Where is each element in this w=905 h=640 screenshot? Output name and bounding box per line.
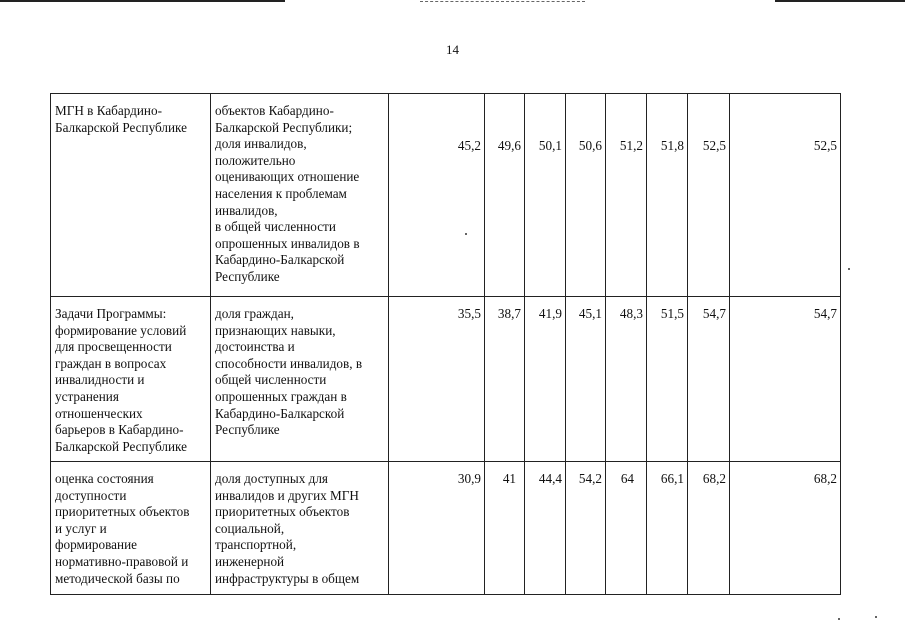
indicator-cell: доля граждан, признающих навыки, достоинства и способности инвалидов, в общей численности опрошенных граждан в Кабардино-Балкарской Республике: [211, 297, 389, 462]
value-cell: 51,8: [647, 94, 688, 297]
value-cell: 38,7: [485, 297, 525, 462]
task-cell: Задачи Программы: формирование условий для просвещенности граждан в вопросах инвалидности и устранения отношенческих барьеров в Кабардино- Балкарской Республике: [51, 297, 211, 462]
scan-speck: [875, 616, 877, 618]
table-row: [51, 297, 841, 462]
value-cell: 51,5: [647, 297, 688, 462]
value-cell: 50,1: [525, 94, 566, 297]
indicators-table: [50, 93, 841, 595]
value-cell: 68,2: [730, 462, 841, 595]
task-cell: оценка состояния доступности приоритетных объектов и услуг и формирование нормативно-правовой и методической базы по: [51, 462, 211, 595]
value-cell: 30,9: [389, 462, 485, 595]
header-rule-right: [775, 0, 905, 2]
value-cell: 44,4: [525, 462, 566, 595]
page-number: 14: [446, 42, 459, 57]
value-cell: 50,6: [566, 94, 606, 297]
value-cell: 52,5: [730, 94, 841, 297]
value-cell: 54,7: [730, 297, 841, 462]
value-cell: 51,2: [606, 94, 647, 297]
value-cell: 45,1: [566, 297, 606, 462]
scan-speck: [465, 233, 467, 235]
value-cell: 66,1: [647, 462, 688, 595]
scan-speck: [838, 618, 840, 620]
task-cell: МГН в Кабардино- Балкарской Республике: [51, 94, 211, 297]
header-dash: [420, 1, 585, 3]
table-row: [51, 94, 841, 297]
value-cell: 64: [606, 462, 647, 595]
table-row: [51, 462, 841, 595]
value-cell: 48,3: [606, 297, 647, 462]
indicator-cell: объектов Кабардино- Балкарской Республики; доля инвалидов, положительно оценивающих отношение населения к проблемам инвалидов, в общей численности опрошенных инвалидов в Кабардино-Балкарской Республике: [211, 94, 389, 297]
indicator-cell: доля доступных для инвалидов и других МГН приоритетных объектов социальной, транспортной, инженерной инфраструктуры в общем: [211, 462, 389, 595]
value-cell: 35,5: [389, 297, 485, 462]
value-cell: 41: [485, 462, 525, 595]
value-cell: 54,2: [566, 462, 606, 595]
value-cell: 41,9: [525, 297, 566, 462]
value-cell: 54,7: [688, 297, 730, 462]
header-rule: [0, 0, 285, 2]
value-cell: 49,6: [485, 94, 525, 297]
value-cell: 45,2: [389, 94, 485, 297]
scan-speck: [848, 268, 850, 270]
value-cell: 68,2: [688, 462, 730, 595]
value-cell: 52,5: [688, 94, 730, 297]
